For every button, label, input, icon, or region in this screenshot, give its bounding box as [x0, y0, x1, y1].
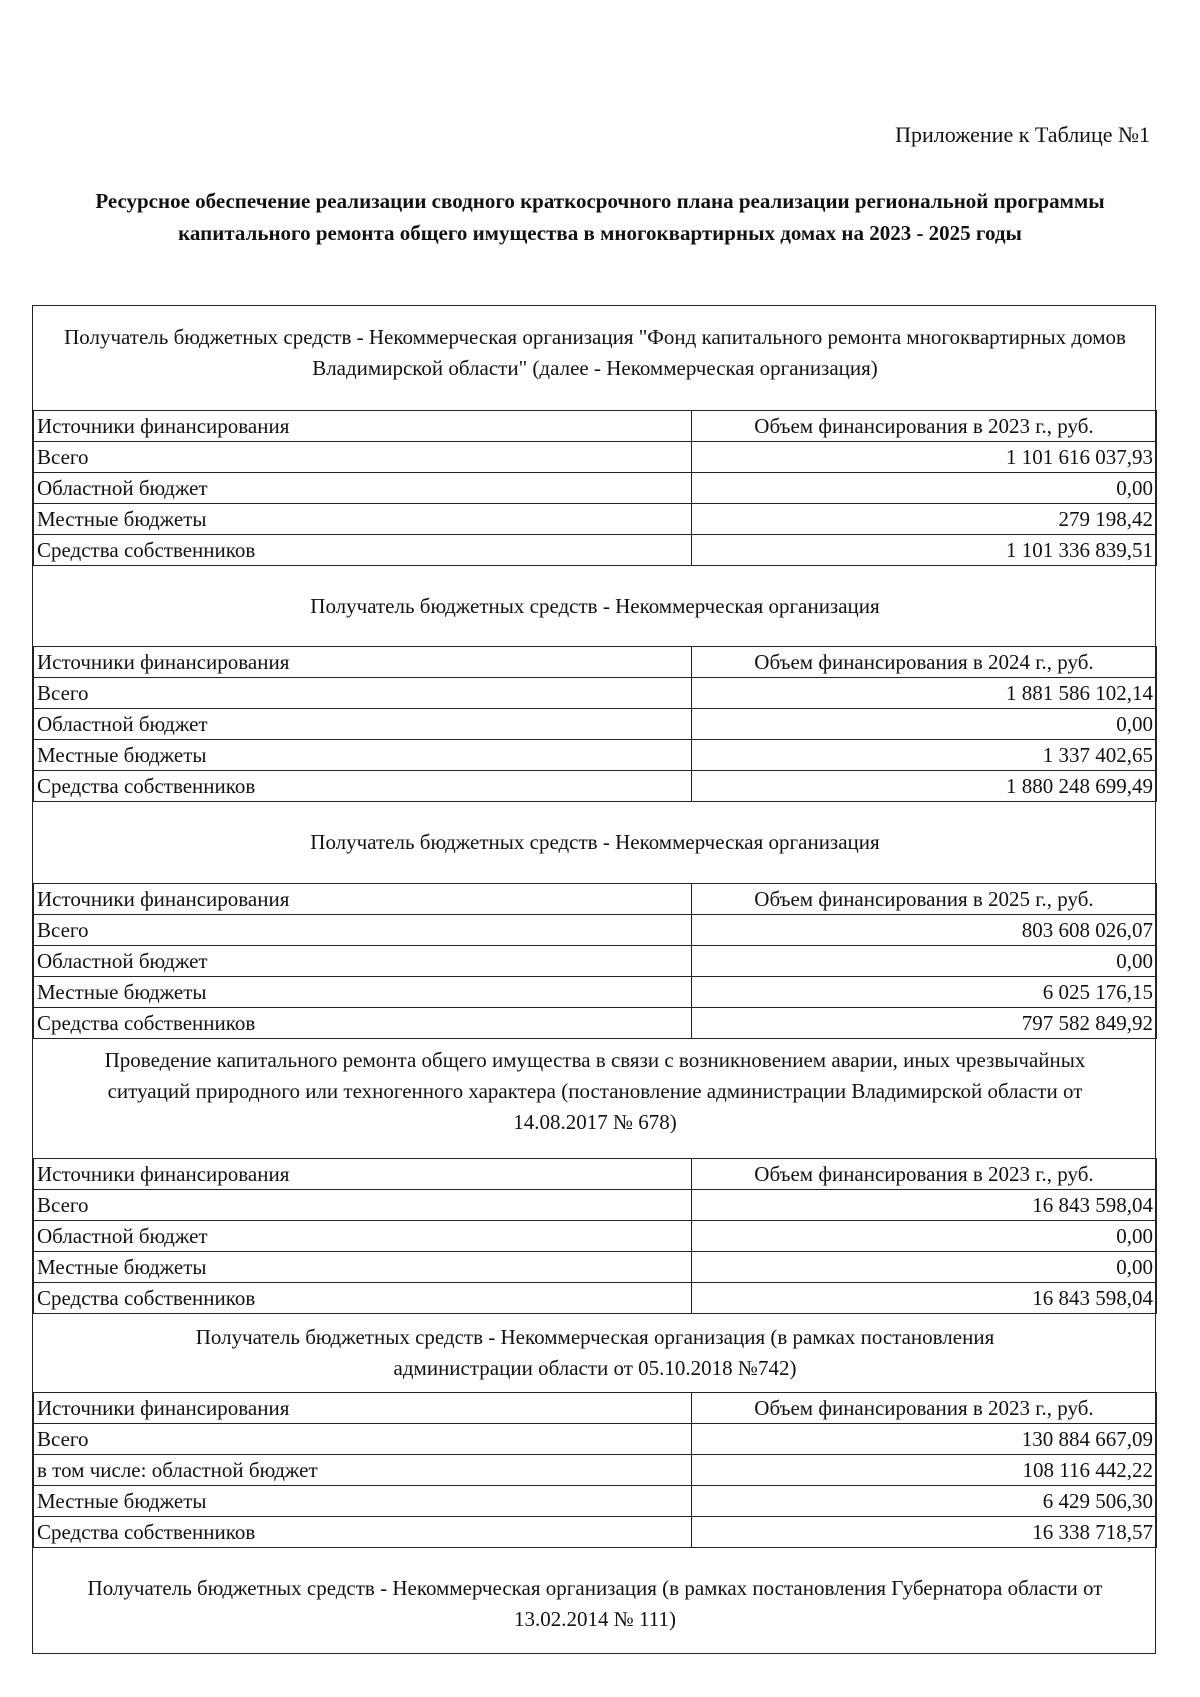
row-value: 1 101 336 839,51 [692, 535, 1157, 566]
column-header-volume: Объем финансирования в 2023 г., руб. [692, 1393, 1157, 1424]
table-row [34, 1517, 1157, 1548]
row-label: Всего [34, 442, 692, 473]
row-value: 797 582 849,92 [692, 1008, 1157, 1039]
table-row [34, 535, 1157, 566]
row-value: 130 884 667,09 [692, 1424, 1157, 1455]
row-label: Областной бюджет [34, 946, 692, 977]
row-value: 0,00 [692, 709, 1157, 740]
column-header-source: Источники финансирования [34, 411, 692, 442]
table-row [34, 915, 1157, 946]
table-row [34, 977, 1157, 1008]
section-header-1: Получатель бюджетных средств - Некоммерческая организация "Фонд капитального ремонта многоквартирных домов Владимирской области" (далее - Некоммерческая организация) [64, 325, 1126, 380]
column-header-volume: Объем финансирования в 2023 г., руб. [692, 411, 1157, 442]
row-label: Областной бюджет [34, 1221, 692, 1252]
row-label: Областной бюджет [34, 473, 692, 504]
row-value: 1 881 586 102,14 [692, 678, 1157, 709]
section-header-5: Получатель бюджетных средств - Некоммерческая организация (в рамках постановления администрации области от 05.10.2018 №742) [195, 1325, 995, 1380]
table-row [34, 740, 1157, 771]
financing-table-1 [33, 410, 1157, 566]
column-header-source: Источники финансирования [34, 884, 692, 915]
section-header-3: Получатель бюджетных средств - Некоммерческая организация [310, 830, 880, 854]
table-row [34, 442, 1157, 473]
table-header-row [34, 411, 1157, 442]
column-header-source: Источники финансирования [34, 1393, 692, 1424]
row-value: 1 337 402,65 [692, 740, 1157, 771]
row-value: 803 608 026,07 [692, 915, 1157, 946]
column-header-source: Источники финансирования [34, 647, 692, 678]
row-label: Средства собственников [34, 1008, 692, 1039]
table-row [34, 1008, 1157, 1039]
section-header-2: Получатель бюджетных средств - Некоммерческая организация [310, 594, 880, 618]
row-label: в том числе: областной бюджет [34, 1455, 692, 1486]
financing-table-2 [33, 646, 1157, 802]
financing-table-5 [33, 1392, 1157, 1548]
table-row [34, 1455, 1157, 1486]
table-row [34, 709, 1157, 740]
table-row [34, 1424, 1157, 1455]
table-row [34, 1190, 1157, 1221]
row-value: 108 116 442,22 [692, 1455, 1157, 1486]
row-value: 0,00 [692, 1221, 1157, 1252]
table-row [34, 1221, 1157, 1252]
row-label: Местные бюджеты [34, 1252, 692, 1283]
financing-table-4 [33, 1158, 1157, 1314]
row-label: Местные бюджеты [34, 977, 692, 1008]
table-row [34, 946, 1157, 977]
row-label: Всего [34, 678, 692, 709]
column-header-volume: Объем финансирования в 2024 г., руб. [692, 647, 1157, 678]
row-value: 1 880 248 699,49 [692, 771, 1157, 802]
table-header-row [34, 647, 1157, 678]
row-value: 6 429 506,30 [692, 1486, 1157, 1517]
row-label: Средства собственников [34, 771, 692, 802]
financing-table-3 [33, 883, 1157, 1039]
row-label: Местные бюджеты [34, 1486, 692, 1517]
section-header-4: Проведение капитального ремонта общего имущества в связи с возникновением аварии, иных чрезвычайных ситуаций природного или техногенного характера (постановление администрации Владимирской области от 14.08.2017 № 678) [104, 1048, 1086, 1134]
row-label: Средства собственников [34, 1283, 692, 1314]
column-header-volume: Объем финансирования в 2025 г., руб. [692, 884, 1157, 915]
row-value: 16 338 718,57 [692, 1517, 1157, 1548]
table-row [34, 1283, 1157, 1314]
row-label: Средства собственников [34, 535, 692, 566]
table-row [34, 473, 1157, 504]
table-header-row [34, 884, 1157, 915]
row-value: 16 843 598,04 [692, 1190, 1157, 1221]
row-label: Областной бюджет [34, 709, 692, 740]
row-label: Средства собственников [34, 1517, 692, 1548]
row-label: Всего [34, 1424, 692, 1455]
row-value: 6 025 176,15 [692, 977, 1157, 1008]
row-value: 0,00 [692, 473, 1157, 504]
row-label: Местные бюджеты [34, 740, 692, 771]
appendix-label: Приложение к Таблице №1 [895, 122, 1150, 147]
table-row [34, 504, 1157, 535]
column-header-volume: Объем финансирования в 2023 г., руб. [692, 1159, 1157, 1190]
row-label: Всего [34, 1190, 692, 1221]
table-row [34, 771, 1157, 802]
row-value: 279 198,42 [692, 504, 1157, 535]
document-title: Ресурсное обеспечение реализации сводного краткосрочного плана реализации региональной программы капитального ремонта общего имущества в многоквартирных домах на 2023 - 2025 годы [95, 189, 1105, 245]
row-value: 0,00 [692, 946, 1157, 977]
section-header-footer: Получатель бюджетных средств - Некоммерческая организация (в рамках постановления Губернатора области от 13.02.2014 № 111) [87, 1576, 1103, 1631]
row-value: 16 843 598,04 [692, 1283, 1157, 1314]
row-value: 1 101 616 037,93 [692, 442, 1157, 473]
table-row [34, 678, 1157, 709]
row-label: Местные бюджеты [34, 504, 692, 535]
table-header-row [34, 1393, 1157, 1424]
row-label: Всего [34, 915, 692, 946]
column-header-source: Источники финансирования [34, 1159, 692, 1190]
row-value: 0,00 [692, 1252, 1157, 1283]
table-row [34, 1486, 1157, 1517]
table-row [34, 1252, 1157, 1283]
table-header-row [34, 1159, 1157, 1190]
